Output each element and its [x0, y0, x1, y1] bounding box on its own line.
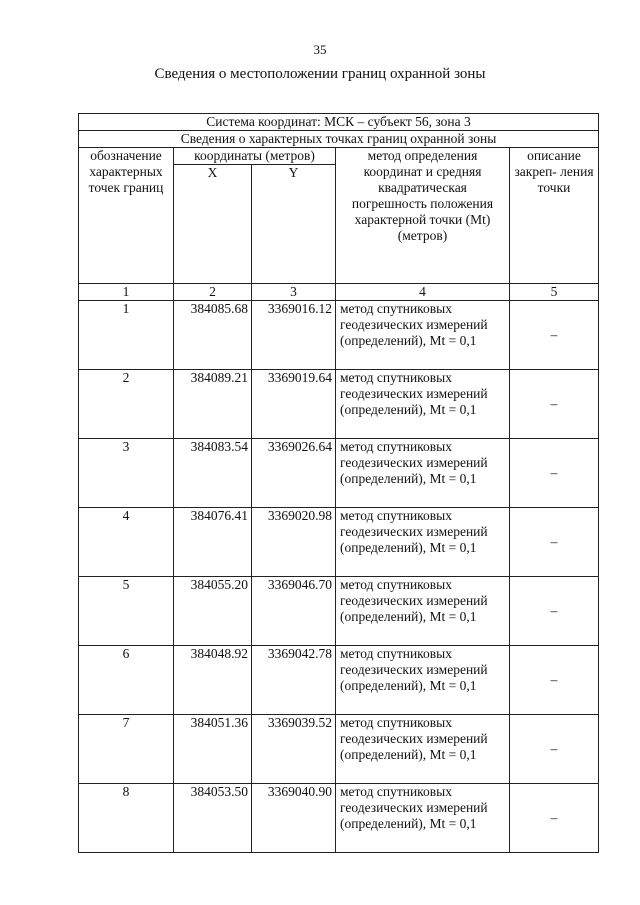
coord-y-cell: 3369046.70 — [252, 577, 336, 646]
point-id-cell: 3 — [79, 439, 174, 508]
coord-x-cell: 384051.36 — [174, 715, 252, 784]
column-number: 1 — [79, 284, 174, 301]
coord-y-cell: 3369016.12 — [252, 301, 336, 370]
method-cell: метод спутниковых геодезических измерений (определений), Mt = 0,1 — [336, 646, 510, 715]
point-id-cell: 5 — [79, 577, 174, 646]
method-cell: метод спутниковых геодезических измерений (определений), Mt = 0,1 — [336, 577, 510, 646]
coord-x-cell: 384048.92 — [174, 646, 252, 715]
coord-x-cell: 384076.41 — [174, 508, 252, 577]
method-cell: метод спутниковых геодезических измерений (определений), Mt = 0,1 — [336, 370, 510, 439]
method-cell: метод спутниковых геодезических измерений (определений), Mt = 0,1 — [336, 508, 510, 577]
header-fixing-description: описание закреп- ления точки — [510, 148, 599, 284]
point-id-cell: 2 — [79, 370, 174, 439]
coord-x-cell: 384089.21 — [174, 370, 252, 439]
coord-y-cell: 3369039.52 — [252, 715, 336, 784]
coord-y-cell: 3369042.78 — [252, 646, 336, 715]
method-cell: метод спутниковых геодезических измерений (определений), Mt = 0,1 — [336, 301, 510, 370]
coord-y-cell: 3369026.64 — [252, 439, 336, 508]
coord-y-cell: 3369040.90 — [252, 784, 336, 853]
point-id-cell: 4 — [79, 508, 174, 577]
column-number: 5 — [510, 284, 599, 301]
point-id-cell: 7 — [79, 715, 174, 784]
fixing-description-cell: – — [510, 646, 599, 715]
coord-x-cell: 384055.20 — [174, 577, 252, 646]
fixing-description-cell: – — [510, 784, 599, 853]
page-number: 35 — [313, 42, 327, 57]
coord-y-cell: 3369020.98 — [252, 508, 336, 577]
table-row — [79, 715, 599, 784]
point-id-cell: 1 — [79, 301, 174, 370]
method-cell: метод спутниковых геодезических измерений (определений), Mt = 0,1 — [336, 715, 510, 784]
table-row — [79, 370, 599, 439]
column-number: 2 — [174, 284, 252, 301]
header-y: Y — [252, 165, 336, 284]
fixing-description-cell: – — [510, 577, 599, 646]
table-row — [79, 646, 599, 715]
table-row — [79, 784, 599, 853]
fixing-description-cell: – — [510, 508, 599, 577]
header-coordinates-group: координаты (метров) — [174, 148, 336, 165]
fixing-description-cell: – — [510, 439, 599, 508]
coord-x-cell: 384083.54 — [174, 439, 252, 508]
table-row — [79, 439, 599, 508]
coord-x-cell: 384085.68 — [174, 301, 252, 370]
coord-x-cell: 384053.50 — [174, 784, 252, 853]
section-heading-row: Сведения о характерных точках границ охранной зоны — [79, 131, 599, 148]
coordinate-system-row: Система координат: МСК – субъект 56, зона 3 — [79, 114, 599, 131]
header-point-designation: обозначение характерных точек границ — [79, 148, 174, 284]
method-cell: метод спутниковых геодезических измерений (определений), Mt = 0,1 — [336, 439, 510, 508]
fixing-description-cell: – — [510, 715, 599, 784]
fixing-description-cell: – — [510, 301, 599, 370]
header-method: метод определения координат и средняя квадратическая погрешность положения характерной точки (Mt) (метров) — [336, 148, 510, 284]
column-number: 3 — [252, 284, 336, 301]
coord-y-cell: 3369019.64 — [252, 370, 336, 439]
point-id-cell: 8 — [79, 784, 174, 853]
document-title: Сведения о местоположении границ охранной зоны — [154, 66, 486, 82]
table-row — [79, 301, 599, 370]
fixing-description-cell: – — [510, 370, 599, 439]
point-id-cell: 6 — [79, 646, 174, 715]
table-row — [79, 508, 599, 577]
method-cell: метод спутниковых геодезических измерений (определений), Mt = 0,1 — [336, 784, 510, 853]
table-row — [79, 577, 599, 646]
column-number: 4 — [336, 284, 510, 301]
boundary-points-table — [78, 113, 599, 853]
header-x: X — [174, 165, 252, 284]
